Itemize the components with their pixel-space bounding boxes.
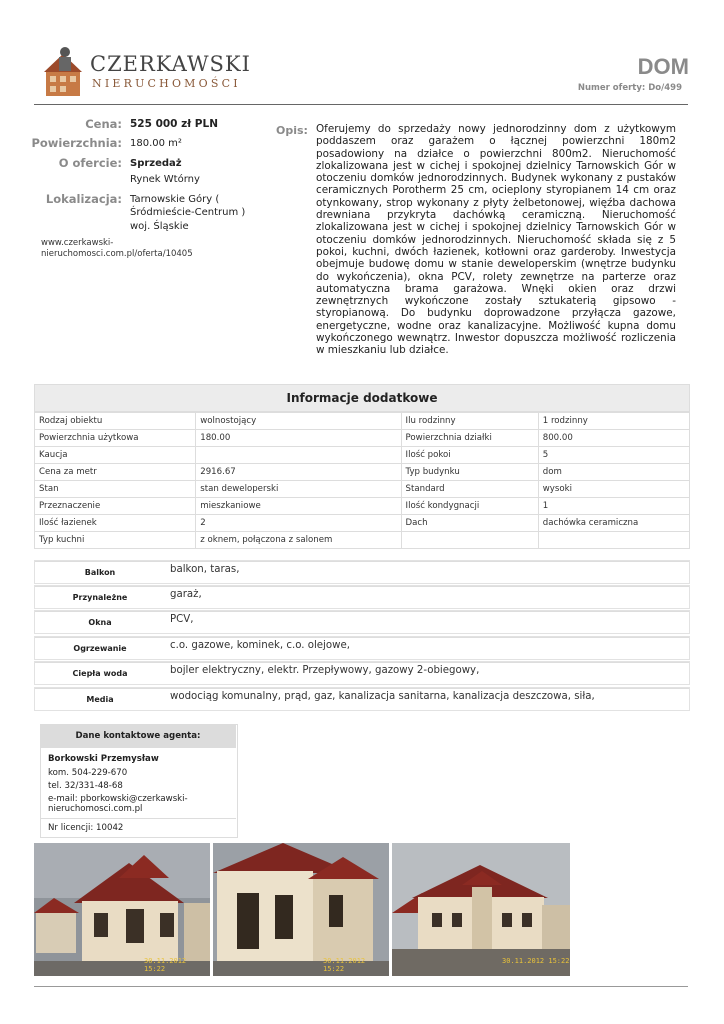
- logo-builder-icon: [42, 46, 86, 98]
- info-key: Stan: [35, 481, 196, 498]
- info-row: [35, 464, 690, 481]
- agent-divider: [40, 818, 236, 819]
- info-value: dom: [538, 464, 689, 481]
- feature-row: [34, 610, 690, 634]
- feature-label: Okna: [88, 618, 112, 627]
- offer-url-line1: www.czerkawski-: [41, 238, 114, 248]
- info-value: [196, 447, 401, 464]
- info-value: 1: [538, 498, 689, 515]
- feature-value: garaż,: [170, 589, 202, 600]
- description-label: Opis:: [276, 124, 308, 137]
- header-divider: [34, 104, 688, 105]
- brand-subtitle: NIERUCHOMOŚCI: [92, 77, 241, 90]
- info-value: wolnostojący: [196, 413, 401, 430]
- area-label: Powierzchnia:: [31, 136, 122, 150]
- house-photo-2[interactable]: [213, 843, 389, 976]
- agent-name: Borkowski Przemysław: [48, 754, 159, 764]
- info-key: Cena za metr: [35, 464, 196, 481]
- offer-number-value: Do/499: [648, 83, 682, 93]
- info-value: dachówka ceramiczna: [538, 515, 689, 532]
- info-row: [35, 515, 690, 532]
- price-value: 525 000 zł PLN: [130, 118, 218, 130]
- offer-number-label: Numer oferty:: [577, 83, 646, 93]
- info-key: [401, 532, 538, 549]
- market-value: Rynek Wtórny: [130, 174, 200, 185]
- info-key: Kaucja: [35, 447, 196, 464]
- feature-row: [34, 661, 690, 685]
- info-key: Ilość łazienek: [35, 515, 196, 532]
- feature-value: PCV,: [170, 614, 194, 625]
- property-type-title: DOM: [637, 54, 689, 79]
- agent-license: Nr licencji: 10042: [48, 823, 124, 833]
- info-value: stan deweloperski: [196, 481, 401, 498]
- location-label: Lokalizacja:: [45, 192, 122, 206]
- info-key: Powierzchnia działki: [401, 430, 538, 447]
- offer-url-line2: nieruchomosci.com.pl/oferta/10405: [41, 249, 193, 259]
- info-heading: Informacje dodatkowe: [34, 384, 690, 412]
- info-value: 2916.67: [196, 464, 401, 481]
- offer-url-link[interactable]: [41, 238, 221, 260]
- feature-label: Balkon: [84, 568, 116, 577]
- feature-row: [34, 636, 690, 660]
- feature-value: wodociąg komunalny, prąd, gaz, kanalizacja sanitarna, kanalizacja deszczowa, siła,: [170, 691, 595, 702]
- company-logo: [42, 46, 251, 98]
- feature-label: Przynależne: [72, 593, 128, 602]
- agent-mobile[interactable]: kom. 504-229-670: [48, 768, 128, 778]
- location-line3: woj. Śląskie: [130, 221, 189, 232]
- info-key: Ilu rodzinny: [401, 413, 538, 430]
- info-key: Standard: [401, 481, 538, 498]
- feature-value: balkon, taras,: [170, 564, 240, 575]
- info-table: [34, 412, 690, 549]
- info-key: Typ kuchni: [35, 532, 196, 549]
- agent-email-line2[interactable]: nieruchomosci.com.pl: [48, 804, 143, 814]
- feature-label: Ogrzewanie: [73, 644, 127, 653]
- agent-phone[interactable]: tel. 32/331-48-68: [48, 781, 123, 791]
- info-value: 1 rodzinny: [538, 413, 689, 430]
- info-key: Przeznaczenie: [35, 498, 196, 515]
- info-row: [35, 498, 690, 515]
- description-text: Oferujemy do sprzedaży nowy jednorodzinny dom z użytkowym poddaszem oraz garażem o łącznej powierzchni 180m2 posadowiony na działce o powierzchni 800m2. Nieruchomość zlokalizowana jest w cichej i spokojnej dzielnicy Tarnowskich Gór w otoczeniu domków jednorodzinnych. Budynek wykonany z pustaków ceramicznych Porotherm 25 cm, ocieplony styropianem 14 cm oraz otynkowany, strop wykonany z płyty żelbetonowej, więźba dachowa drewniana przykryta dachówką ceramiczną. Nieruchomość zlokalizowana jest w cichej i spokojnej dzielnicy Tarnowskich Gór w otoczeniu domków jednorodzinnych. Nieruchomość składa się z 5 pokoi, kuchni, dwóch łazienek, kotłowni oraz garderoby. Inwestycja obejmuje budowę domu w stanie deweloperskim (wnętrze budynku do wykończenia), okna PCV, rolety zewnętrze na parterze oraz automatyczna brama garażowa. Wnęki okien oraz drzwi zewnętrznych wykończone zostały sztukaterią gipsowo - styropianową. Do budynku doprowadzone przyłącza gazowe, energetyczne, wodne oraz kanalizacyjne. Możliwość kupna domu wykończonego wewnątrz. Inwestor dopuszcza możliwość rozliczenia w mieszkaniu lub działce.: [316, 123, 676, 357]
- footer-divider: [34, 986, 688, 987]
- info-row: [35, 447, 690, 464]
- info-value: 5: [538, 447, 689, 464]
- photo-2-timestamp: 30.11.2012 15:22: [323, 957, 366, 973]
- location-line1: Tarnowskie Góry (: [130, 194, 220, 205]
- info-value: 800.00: [538, 430, 689, 447]
- info-key: Typ budynku: [401, 464, 538, 481]
- info-value: wysoki: [538, 481, 689, 498]
- info-row: [35, 413, 690, 430]
- agent-email-line1[interactable]: e-mail: pborkowski@czerkawski-: [48, 794, 188, 804]
- feature-value: c.o. gazowe, kominek, c.o. olejowe,: [170, 640, 350, 651]
- feature-row: [34, 585, 690, 609]
- price-label: Cena:: [85, 117, 122, 131]
- agent-heading: Dane kontaktowe agenta:: [40, 724, 236, 748]
- info-row: [35, 481, 690, 498]
- feature-label: Media: [86, 695, 114, 704]
- house-photo-1[interactable]: [34, 843, 210, 976]
- info-value: [538, 532, 689, 549]
- info-value: mieszkaniowe: [196, 498, 401, 515]
- feature-row: [34, 687, 690, 711]
- feature-label: Ciepła woda: [72, 669, 128, 678]
- info-value: 2: [196, 515, 401, 532]
- photo-3-timestamp: 30.11.2012 15:22: [502, 957, 570, 965]
- info-row: [35, 430, 690, 447]
- info-key: Ilość kondygnacji: [401, 498, 538, 515]
- offer-type-label: O ofercie:: [58, 156, 122, 170]
- info-key: Powierzchnia użytkowa: [35, 430, 196, 447]
- info-key: Ilość pokoi: [401, 447, 538, 464]
- info-key: Dach: [401, 515, 538, 532]
- offer-number: [578, 83, 682, 93]
- photo-1-timestamp: 30.11.2012 15:22: [144, 957, 187, 973]
- house-photo-3[interactable]: [392, 843, 570, 976]
- brand-name: CZERKAWSKI: [90, 52, 251, 76]
- info-row: [35, 532, 690, 549]
- offer-type-value: Sprzedaż: [130, 158, 182, 169]
- info-value: 180.00: [196, 430, 401, 447]
- info-key: Rodzaj obiektu: [35, 413, 196, 430]
- feature-row: [34, 560, 690, 584]
- info-value: z oknem, połączona z salonem: [196, 532, 401, 549]
- location-line2: Śródmieście-Centrum ): [130, 207, 246, 218]
- area-value: 180.00 m²: [130, 138, 182, 149]
- feature-value: bojler elektryczny, elektr. Przepływowy, gazowy 2-obiegowy,: [170, 665, 480, 676]
